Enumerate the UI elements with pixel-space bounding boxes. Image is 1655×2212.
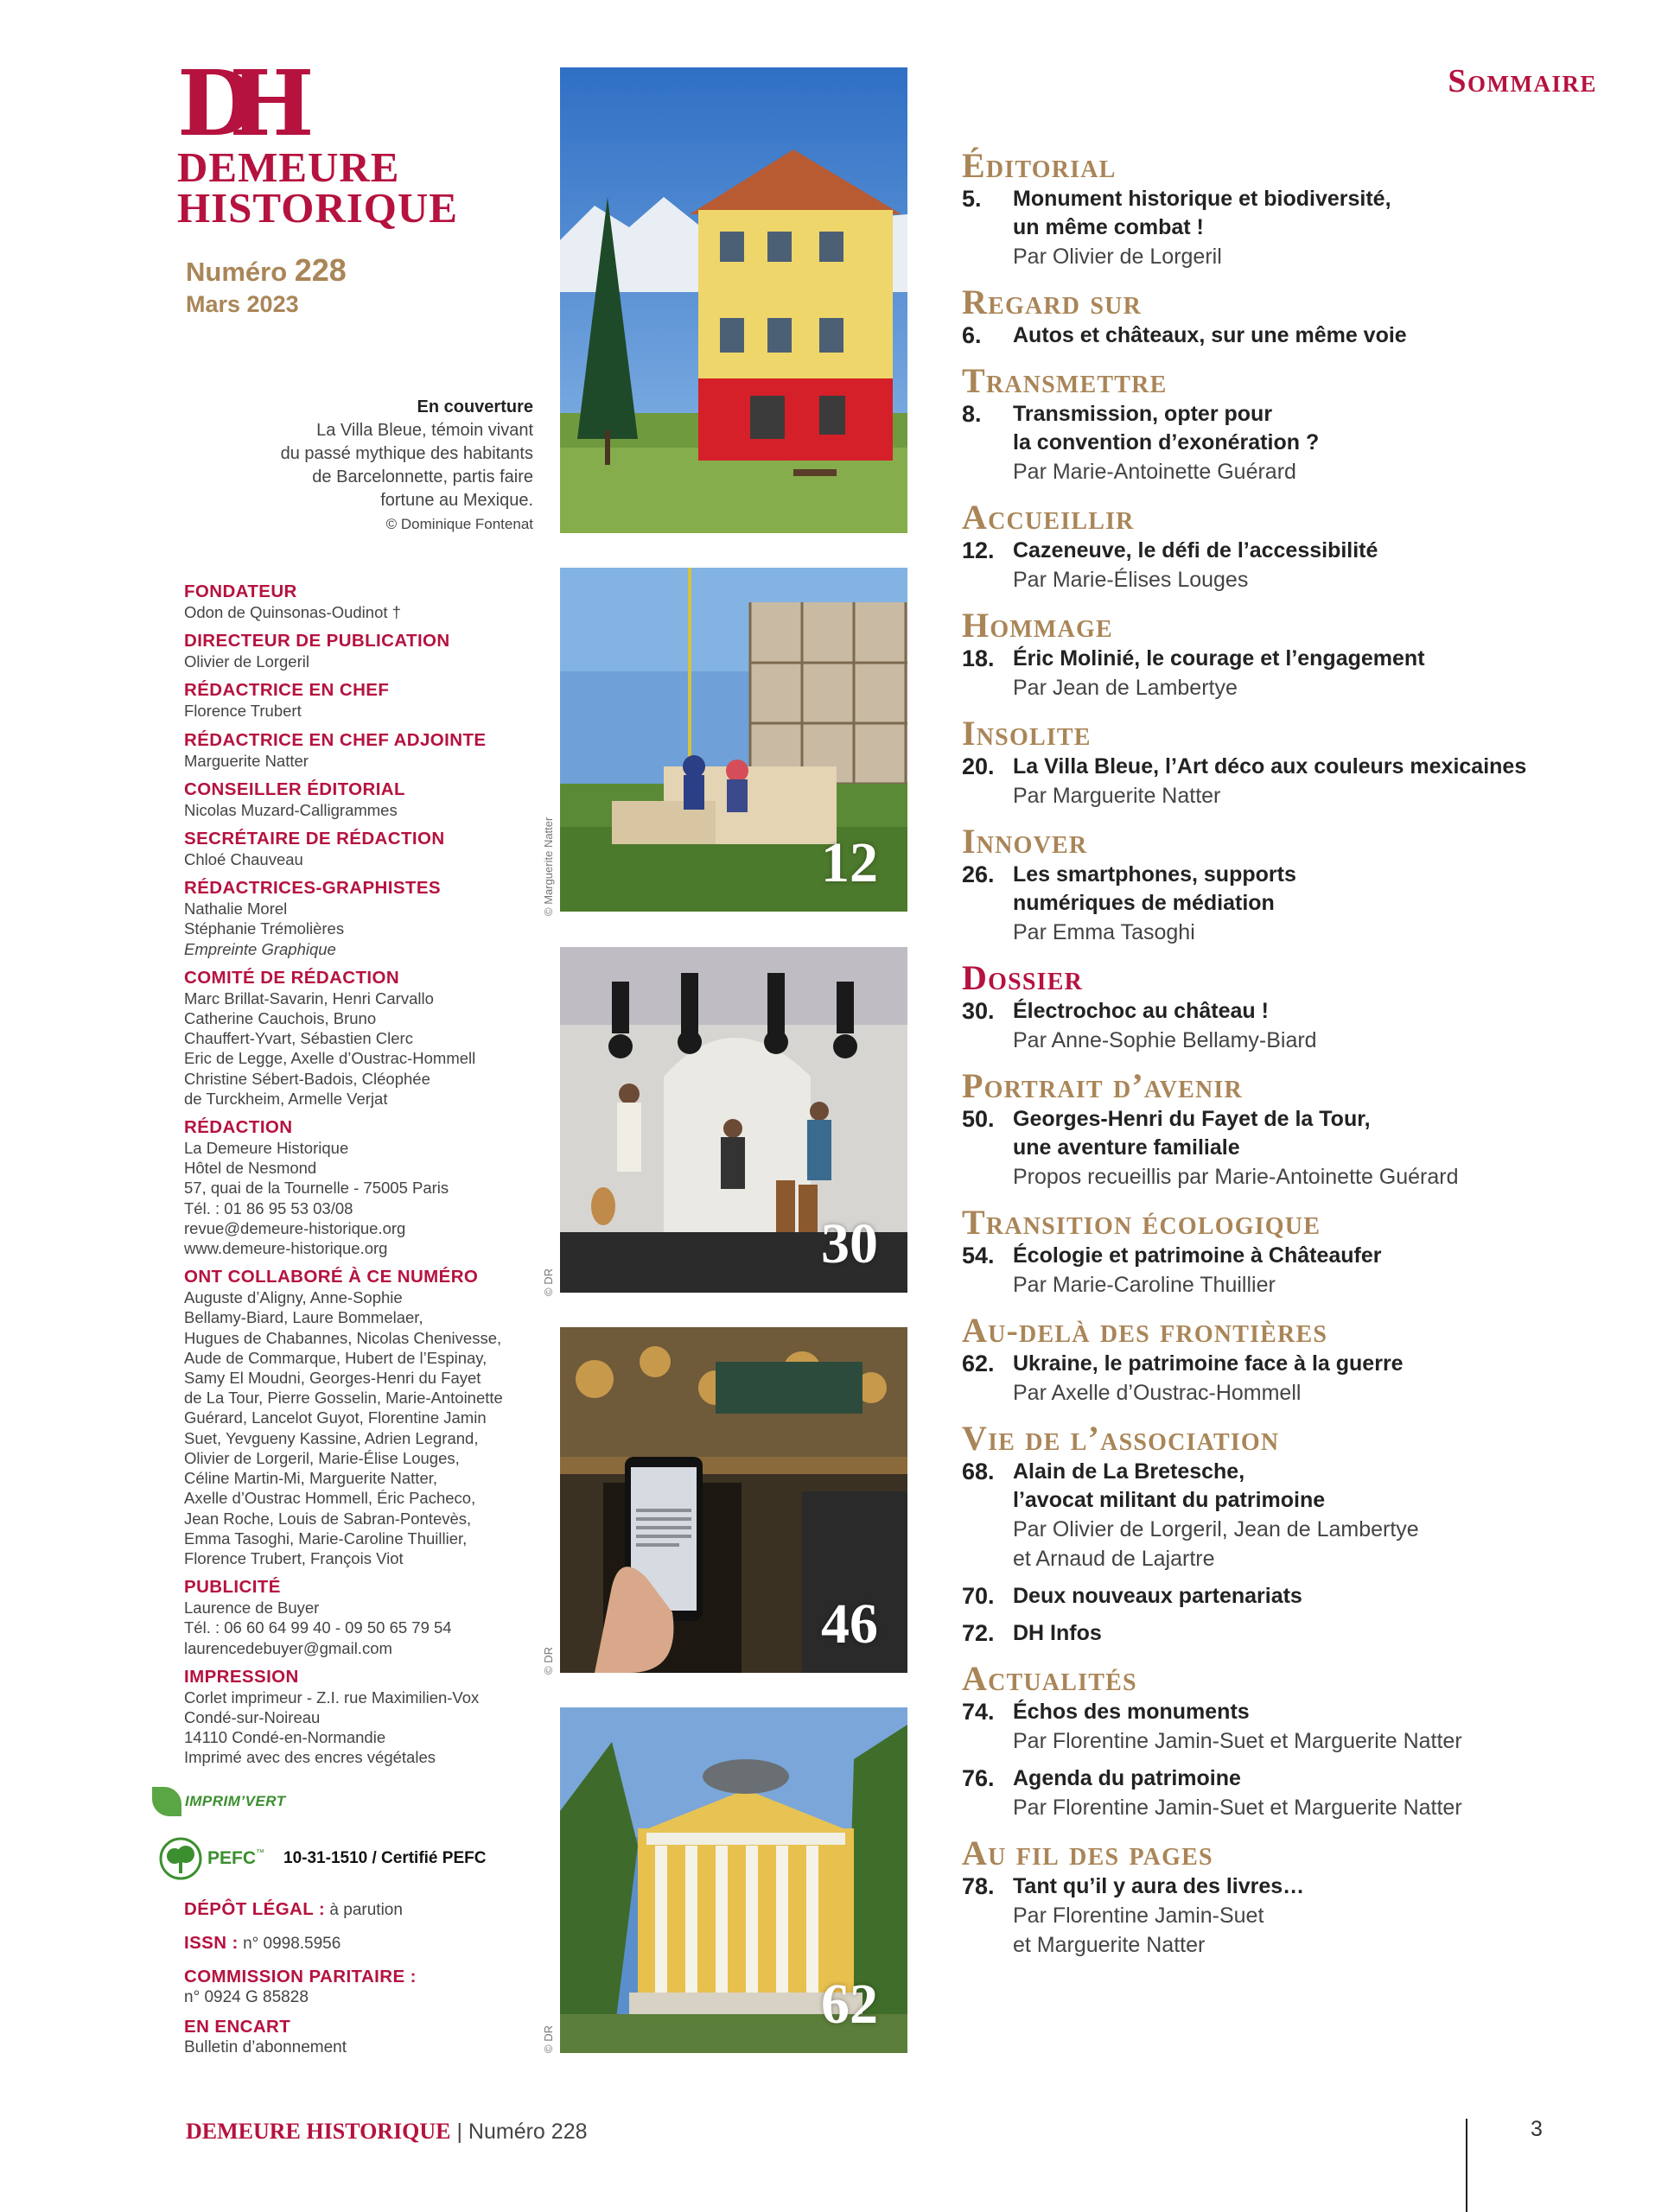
toc-page-number: 8. — [962, 401, 982, 427]
toc-entry-author: Par Axelle d’Oustrac-Hommell — [1013, 1381, 1302, 1405]
cover-caption-line: du passé mythique des habitants — [280, 444, 533, 463]
toc-section — [962, 362, 1619, 486]
masthead-body: La Demeure Historique Hôtel de Nesmond 57, quai de la Tournelle - 75005 Paris Tél. : 01 86 95 53 03/08 revue@demeure-historique.org www.demeure-historique.org — [184, 1139, 449, 1258]
pefc-logo: PEFC ™ 10-31-1510 / Certifié PEFC — [159, 1835, 486, 1882]
toc-section — [962, 1660, 1619, 1822]
sommaire-title: Sommaire — [1448, 63, 1597, 99]
toc-entry-title: Agenda du patrimoine — [1013, 1766, 1241, 1790]
toc-entry-author: Par Florentine Jamin-Suet et Marguerite Natter — [1013, 1904, 1264, 1957]
issue-number-line — [186, 252, 347, 289]
villa-image — [560, 67, 907, 533]
toc-entry-author: Par Marguerite Natter — [1013, 784, 1221, 808]
toc-page-number: 18. — [962, 645, 995, 671]
photo-credit: © Marguerite Natter — [542, 817, 555, 916]
masthead-body: Olivier de Lorgeril — [184, 652, 309, 671]
toc-page-number: 54. — [962, 1243, 995, 1268]
cover-photo-villa — [560, 67, 907, 533]
toc-entry — [962, 861, 1619, 947]
toc-entry-author: Par Anne-Sophie Bellamy-Biard — [1013, 1028, 1317, 1052]
issue-info — [186, 252, 347, 318]
toc-page-number: 5. — [962, 186, 982, 212]
toc-entry-author: Propos recueillis par Marie-Antoinette Guérard — [1013, 1165, 1459, 1189]
toc-entry-author: Par Emma Tasoghi — [1013, 920, 1195, 944]
toc-entry-title: Monument historique et biodiversité, un même combat ! — [1013, 187, 1391, 239]
cover-caption-credit: © Dominique Fontenat — [385, 516, 533, 532]
toc-section-title: Regard sur — [962, 283, 1143, 321]
toc-section — [962, 499, 1619, 594]
toc-entry — [962, 537, 1619, 594]
toc-page-number: 26. — [962, 861, 995, 887]
toc-entry — [962, 1698, 1619, 1756]
pefc-cert: 10-31-1510 / Certifié PEFC — [283, 1849, 487, 1867]
masthead-body: Chloé Chauveau — [184, 850, 303, 869]
toc-section — [962, 1834, 1619, 1960]
cover-caption-line: fortune au Mexique. — [380, 491, 533, 510]
toc-entry — [962, 1350, 1619, 1408]
cover-caption-line: La Villa Bleue, témoin vivant — [316, 421, 533, 440]
toc-section-title: Portrait d’avenir — [962, 1066, 1243, 1105]
masthead-heading: ONT COLLABORÉ À CE NUMÉRO — [184, 1267, 479, 1287]
masthead-body: Marc Brillat-Savarin, Henri Carvallo Catherine Cauchois, Bruno Chauffert-Yvart, Sébastien Clerc Eric de Legge, Axelle d’Oustrac-Hommell Christine Sébert-Badois, Cléophée de Turckheim, Armelle Verjat — [184, 988, 476, 1108]
legal-block — [184, 1899, 547, 2070]
depot-legal-label: DÉPÔT LÉGAL : — [184, 1899, 326, 1919]
masthead-heading: RÉDACTRICE EN CHEF ADJOINTE — [184, 729, 487, 750]
toc-entry-title: Cazeneuve, le défi de l’accessibilité — [1013, 538, 1378, 563]
toc-page-number: 78. — [962, 1873, 995, 1899]
toc-page-number: 70. — [962, 1583, 995, 1609]
masthead-block — [184, 967, 530, 1109]
toc-entry — [962, 1242, 1619, 1300]
footer-issue: Numéro 228 — [468, 2120, 588, 2144]
toc-section-title: Dossier — [962, 958, 1084, 997]
leaf-icon — [152, 1787, 181, 1816]
toc-page-number: 50. — [962, 1106, 995, 1132]
toc-entry — [962, 1105, 1619, 1192]
toc-entry-title: Échos des monuments — [1013, 1700, 1250, 1724]
photo-page-12 — [560, 568, 907, 912]
toc-page-number: 62. — [962, 1351, 995, 1376]
photo-credit: © DR — [542, 1268, 555, 1296]
toc-page-number: 74. — [962, 1699, 995, 1725]
toc-entry-author: Par Marie-Caroline Thuillier — [1013, 1273, 1276, 1297]
toc-section-title: Au fil des pages — [962, 1834, 1213, 1872]
toc-section — [962, 147, 1619, 271]
masthead-body: Florence Trubert — [184, 702, 302, 721]
photo-page-46 — [560, 1327, 907, 1673]
toc-entry-title: Les smartphones, supports numériques de médiation — [1013, 862, 1296, 915]
issn — [184, 1933, 547, 1955]
toc-section-title: Vie de l’association — [962, 1419, 1280, 1458]
toc-section — [962, 607, 1619, 702]
toc-entry — [962, 185, 1619, 271]
issue-label: Numéro — [186, 257, 288, 287]
en-encart — [184, 2017, 547, 2058]
photo-page-62 — [560, 1707, 907, 2053]
toc-section-title: Transition écologique — [962, 1203, 1321, 1242]
masthead-heading: FONDATEUR — [184, 582, 297, 601]
toc-section-title: Éditorial — [962, 146, 1117, 185]
toc-entry-author: Par Florentine Jamin-Suet et Marguerite Natter — [1013, 1796, 1462, 1820]
masthead-block — [184, 679, 530, 721]
masthead-body: Corlet imprimeur - Z.I. rue Maximilien-Vox Condé-sur-Noireau 14110 Condé-en-Normandie Imprimé avec des encres végétales — [184, 1688, 480, 1767]
photo-page-number: 62 — [821, 1973, 878, 2036]
encart-label: EN ENCART — [184, 2017, 291, 2037]
masthead-block — [184, 828, 530, 869]
toc-page-number: 68. — [962, 1459, 995, 1484]
logo-monogram: DH — [177, 67, 289, 142]
toc-entry — [962, 1619, 1619, 1648]
cover-caption-line: de Barcelonnette, partis faire — [312, 467, 533, 486]
commission-value: n° 0924 G 85828 — [184, 1988, 309, 2006]
toc-entry-author: Par Marie-Antoinette Guérard — [1013, 460, 1296, 484]
page-number: 3 — [1531, 2117, 1543, 2141]
photo-page-number: 12 — [821, 831, 878, 894]
photo-credit: © DR — [542, 1647, 555, 1675]
toc-entry-title: Transmission, opter pour la convention d’exonération ? — [1013, 402, 1320, 454]
masthead-block — [184, 779, 530, 820]
masthead-body: Odon de Quinsonas-Oudinot † — [184, 603, 401, 621]
photo-page-number: 30 — [821, 1212, 878, 1275]
commission-paritaire — [184, 1967, 547, 2008]
cover-caption-title: En couverture — [417, 397, 533, 416]
toc-section — [962, 823, 1619, 947]
masthead-heading: RÉDACTION — [184, 1117, 293, 1138]
toc-section — [962, 959, 1619, 1055]
toc-section — [962, 1067, 1619, 1192]
masthead-body: Laurence de Buyer Tél. : 06 60 64 99 40 - 09 50 65 79 54 laurencedebuyer@gmail.com — [184, 1599, 452, 1657]
issn-label: ISSN : — [184, 1933, 239, 1953]
toc-entry-author: Par Olivier de Lorgeril, Jean de Lambertye et Arnaud de Lajartre — [1013, 1517, 1419, 1571]
toc-entry-title: Alain de La Bretesche, l’avocat militant du patrimoine — [1013, 1459, 1326, 1512]
toc-section-title: Transmettre — [962, 361, 1168, 400]
masthead-block — [184, 729, 530, 771]
footer-separator: | — [450, 2120, 468, 2144]
pefc-tree-icon — [159, 1837, 202, 1880]
masthead-heading: RÉDACTRICES-GRAPHISTES — [184, 878, 441, 899]
masthead-heading: DIRECTEUR DE PUBLICATION — [184, 631, 450, 652]
toc-entry — [962, 321, 1619, 350]
toc-entry-title: Autos et châteaux, sur une même voie — [1013, 323, 1407, 347]
toc-entry-author: Par Marie-Élises Louges — [1013, 568, 1249, 592]
depot-legal — [184, 1899, 547, 1921]
toc-section — [962, 1204, 1619, 1300]
issue-number: 228 — [294, 252, 347, 288]
masthead-block — [184, 1576, 530, 1658]
toc-section-title: Hommage — [962, 606, 1113, 645]
masthead-block — [184, 877, 530, 959]
footer-brand: DEMEURE HISTORIQUE — [186, 2119, 451, 2144]
toc-section — [962, 1420, 1619, 1648]
masthead-body: Auguste d’Aligny, Anne-Sophie Bellamy-Biard, Laure Bommelaer, Hugues de Chabannes, Nicolas Chenivesse, Aude de Commarque, Hubert de l’Espinay, Samy El Moudni, Georges-Henri du Fayet de La Tour, Pierre Gosselin, Marie-Antoinette Guérard, Lancelot Guyot, Florentine Jamin Suet, Yevgueny Kassine, Adrien Legrand, Olivier de Lorgeril, Marie-Élise Louges, Céline Martin-Mi, Marguerite Natter, Axelle d’Oustrac Hommell, Éric Pacheco, Jean Roche, Louis de Sabran-Pontevès, Emma Tasoghi, Marie-Caroline Thuillier, Florence Trubert, François Viot — [184, 1288, 503, 1567]
masthead-block — [184, 630, 530, 671]
masthead-block — [184, 1116, 530, 1258]
toc-section — [962, 715, 1619, 810]
masthead-body: Marguerite Natter — [184, 751, 309, 770]
toc-section — [962, 283, 1619, 350]
table-of-contents — [962, 147, 1619, 1972]
logo-wordmark — [177, 143, 458, 232]
toc-section-title: Accueillir — [962, 498, 1135, 537]
masthead — [184, 581, 530, 1776]
toc-section-title: Insolite — [962, 714, 1092, 753]
toc-entry — [962, 1582, 1619, 1611]
masthead-block — [184, 581, 530, 622]
masthead-heading: RÉDACTRICE EN CHEF — [184, 680, 390, 701]
toc-entry-title: Écologie et patrimoine à Châteaufer — [1013, 1243, 1382, 1268]
depot-legal-value: à parution — [329, 1901, 403, 1919]
toc-entry — [962, 1458, 1619, 1573]
toc-entry — [962, 1872, 1619, 1960]
commission-label: COMMISSION PARITAIRE : — [184, 1967, 417, 1986]
masthead-heading: PUBLICITÉ — [184, 1577, 281, 1598]
toc-entry-title: DH Infos — [1013, 1621, 1102, 1645]
toc-entry-title: Tant qu’il y aura des livres… — [1013, 1874, 1305, 1898]
toc-entry — [962, 645, 1619, 702]
masthead-heading: CONSEILLER ÉDITORIAL — [184, 779, 405, 799]
toc-entry — [962, 400, 1619, 486]
toc-entry-author: Par Florentine Jamin-Suet et Marguerite Natter — [1013, 1729, 1462, 1753]
toc-page-number: 6. — [962, 322, 982, 348]
masthead-heading: IMPRESSION — [184, 1666, 299, 1687]
toc-page-number: 12. — [962, 537, 995, 563]
toc-entry-title: Éric Molinié, le courage et l’engagement — [1013, 646, 1425, 671]
toc-entry-author: Par Jean de Lambertye — [1013, 676, 1238, 700]
toc-page-number: 20. — [962, 753, 995, 779]
issn-value: n° 0998.5956 — [243, 1935, 341, 1953]
imprimvert-logo — [152, 1783, 308, 1820]
toc-entry — [962, 997, 1619, 1055]
photo-page-30 — [560, 947, 907, 1293]
masthead-heading: SECRÉTAIRE DE RÉDACTION — [184, 829, 445, 849]
logo-line2: HISTORIQUE — [177, 184, 458, 232]
toc-entry-title: Ukraine, le patrimoine face à la guerre — [1013, 1351, 1404, 1376]
pefc-label: PEFC — [207, 1848, 257, 1868]
masthead-body-italic: Empreinte Graphique — [184, 939, 336, 958]
encart-value: Bulletin d’abonnement — [184, 2038, 347, 2056]
photo-page-number: 46 — [821, 1592, 878, 1656]
imprimvert-label: IMPRIM’VERT — [185, 1793, 286, 1809]
cover-caption — [205, 396, 533, 536]
toc-entry-title: Électrochoc au château ! — [1013, 999, 1269, 1023]
toc-entry-title: La Villa Bleue, l’Art déco aux couleurs mexicaines — [1013, 754, 1527, 779]
toc-section-title: Actualités — [962, 1659, 1137, 1698]
toc-entry-title: Deux nouveaux partenariats — [1013, 1584, 1302, 1608]
footer — [186, 2119, 588, 2145]
issue-date: Mars 2023 — [186, 291, 299, 317]
magazine-logo — [177, 67, 458, 232]
toc-entry — [962, 753, 1619, 810]
masthead-block — [184, 1666, 530, 1768]
masthead-block — [184, 1266, 530, 1568]
masthead-heading: COMITÉ DE RÉDACTION — [184, 967, 400, 988]
toc-entry — [962, 1764, 1619, 1822]
toc-entry-author: Par Olivier de Lorgeril — [1013, 245, 1222, 269]
toc-section — [962, 1312, 1619, 1408]
logo-line1: DEMEURE — [177, 143, 400, 191]
toc-entry-title: Georges-Henri du Fayet de la Tour, une aventure familiale — [1013, 1107, 1371, 1160]
footer-divider — [1466, 2119, 1467, 2212]
toc-page-number: 76. — [962, 1765, 995, 1791]
toc-page-number: 72. — [962, 1620, 995, 1646]
toc-section-title: Innover — [962, 822, 1088, 861]
toc-section-title: Au-delà des frontières — [962, 1311, 1328, 1350]
toc-page-number: 30. — [962, 998, 995, 1024]
masthead-body: Nicolas Muzard-Calligrammes — [184, 800, 398, 819]
masthead-body: Nathalie Morel Stéphanie Trémolières — [184, 899, 345, 938]
photo-credit: © DR — [542, 2025, 555, 2053]
